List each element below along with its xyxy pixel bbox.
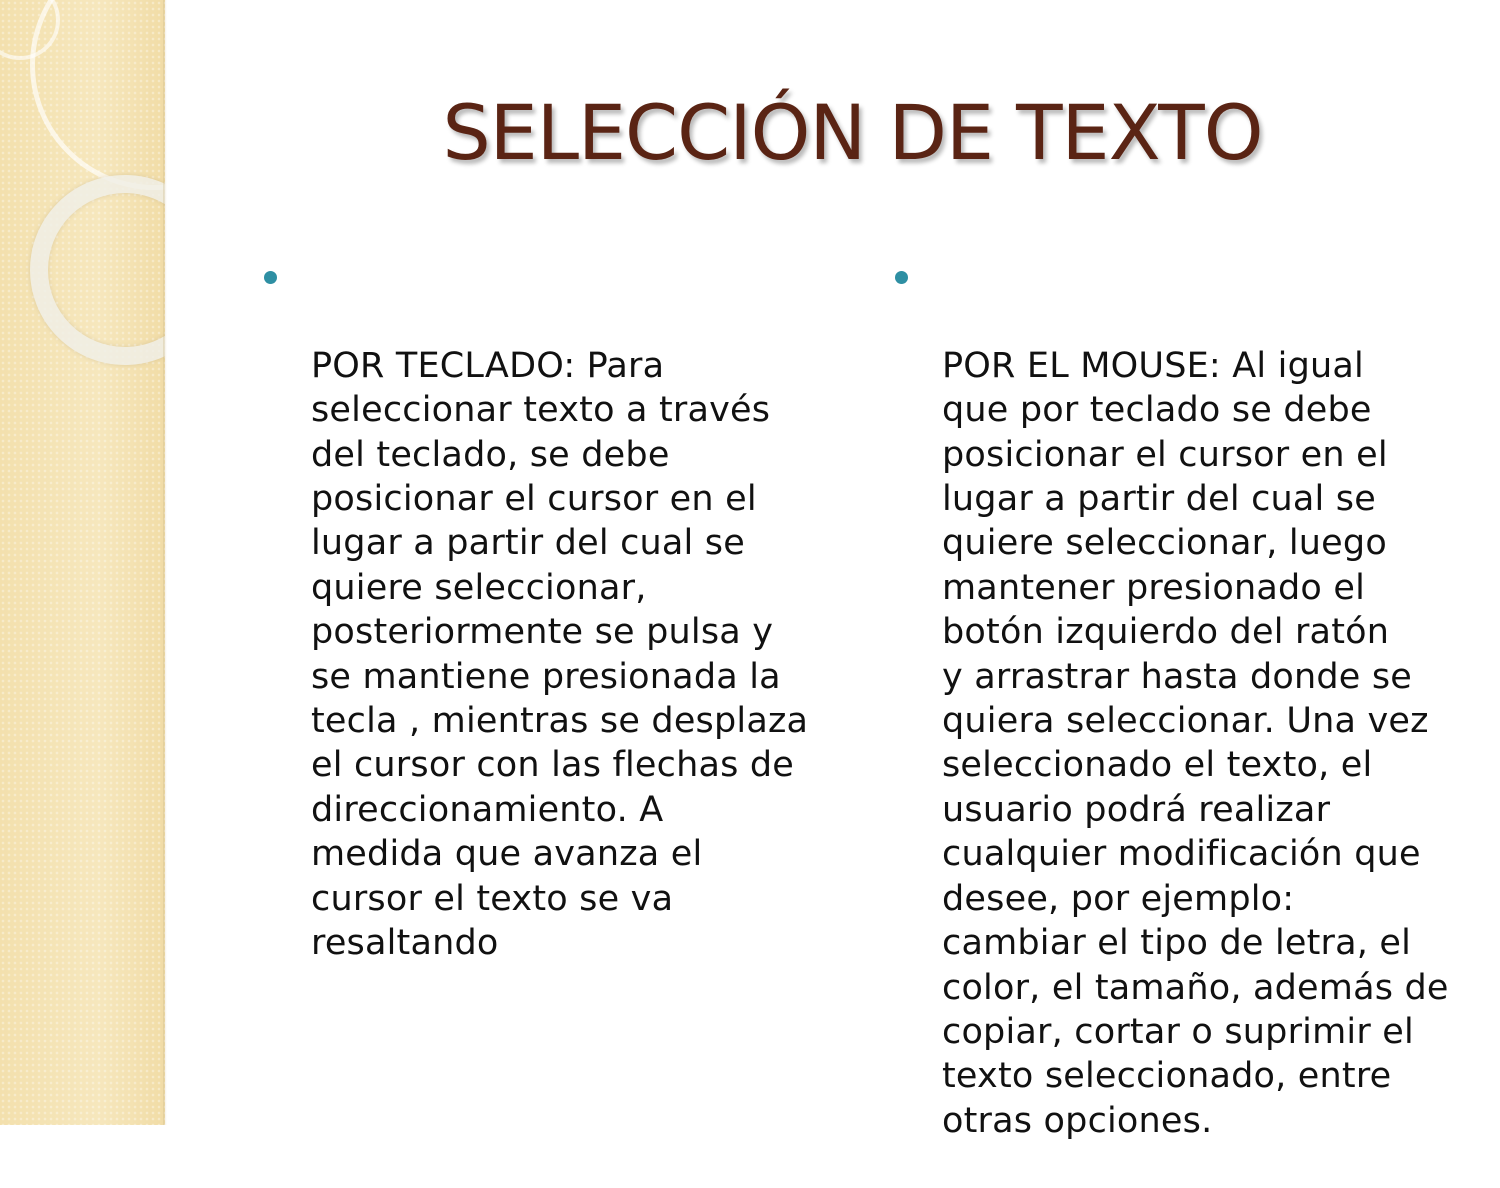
bullet-text-mouse: POR EL MOUSE: Al igual que por teclado se debe posicionar el cursor en el lugar a partir del cual se quiere seleccionar, luego mantener presionado el botón izquierdo del ratón y arrastrar hasta donde se quiera seleccionar. Una vez seleccionado el texto, el usuario podrá realizar cualquier modificación que desee, por ejemplo: cambiar el tipo de letra, el color, el tamaño, además de copiar, cortar o suprimir el texto seleccionado, entre otras opciones. <box>942 345 1449 1141</box>
left-bullet-list <box>262 255 822 1010</box>
bullet-text-keyboard: POR TECLADO: Para seleccionar texto a través del teclado, se debe posicionar el cursor en el lugar a partir del cual se quiere seleccionar, posteriormente se pulsa y se mantiene presionada la tecla , mientras se desplaza el cursor con las flechas de direccionamiento. A medida que avanza el cursor el texto se va resaltando <box>311 345 809 964</box>
bullet-keyboard-selection <box>262 255 822 1010</box>
right-bullet-list <box>893 255 1473 1188</box>
bullet-dot-icon <box>895 271 908 284</box>
bullet-mouse-selection <box>893 255 1473 1188</box>
decorative-ring-large <box>30 0 165 190</box>
decorative-ring-mid <box>30 175 165 365</box>
slide-title: SELECCIÓN DE TEXTO <box>442 88 1263 177</box>
decorative-sidebar <box>0 0 165 1125</box>
bullet-dot-icon <box>264 271 277 284</box>
